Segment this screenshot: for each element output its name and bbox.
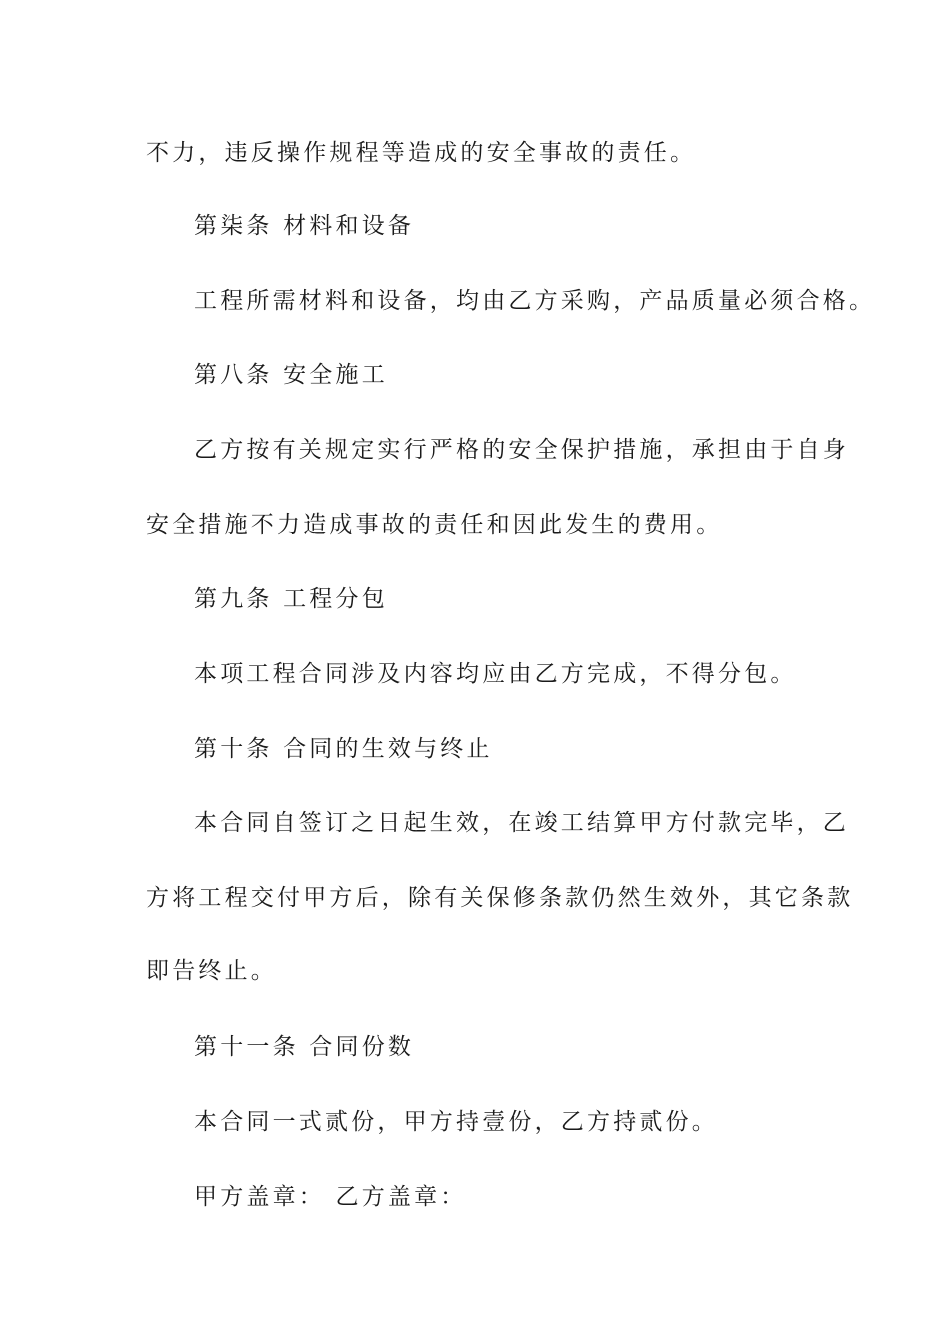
paragraph-line: 安全措施不力造成事故的责任和因此发生的费用。 bbox=[146, 512, 723, 538]
article-heading-7: 第柒条 材料和设备 bbox=[194, 213, 415, 239]
paragraph-line: 本合同一式贰份，甲方持壹份，乙方持贰份。 bbox=[194, 1109, 718, 1135]
paragraph-line: 不力，违反操作规程等造成的安全事故的责任。 bbox=[146, 140, 697, 166]
paragraph-line: 方将工程交付甲方后，除有关保修条款仍然生效外，其它条款 bbox=[146, 885, 854, 911]
signature-line: 甲方盖章： 乙方盖章： bbox=[194, 1184, 467, 1210]
paragraph-line: 本合同自签订之日起生效，在竣工结算甲方付款完毕，乙 bbox=[194, 810, 849, 836]
paragraph-line: 工程所需材料和设备，均由乙方采购，产品质量必须合格。 bbox=[194, 288, 876, 314]
paragraph-line: 本项工程合同涉及内容均应由乙方完成，不得分包。 bbox=[194, 661, 797, 687]
article-heading-9: 第九条 工程分包 bbox=[194, 586, 388, 612]
article-heading-10: 第十条 合同的生效与终止 bbox=[194, 736, 493, 762]
article-heading-8: 第八条 安全施工 bbox=[194, 362, 388, 388]
article-heading-11: 第十一条 合同份数 bbox=[194, 1034, 415, 1060]
paragraph-line: 即告终止。 bbox=[146, 958, 277, 984]
paragraph-line: 乙方按有关规定实行严格的安全保护措施，承担由于自身 bbox=[194, 437, 849, 463]
